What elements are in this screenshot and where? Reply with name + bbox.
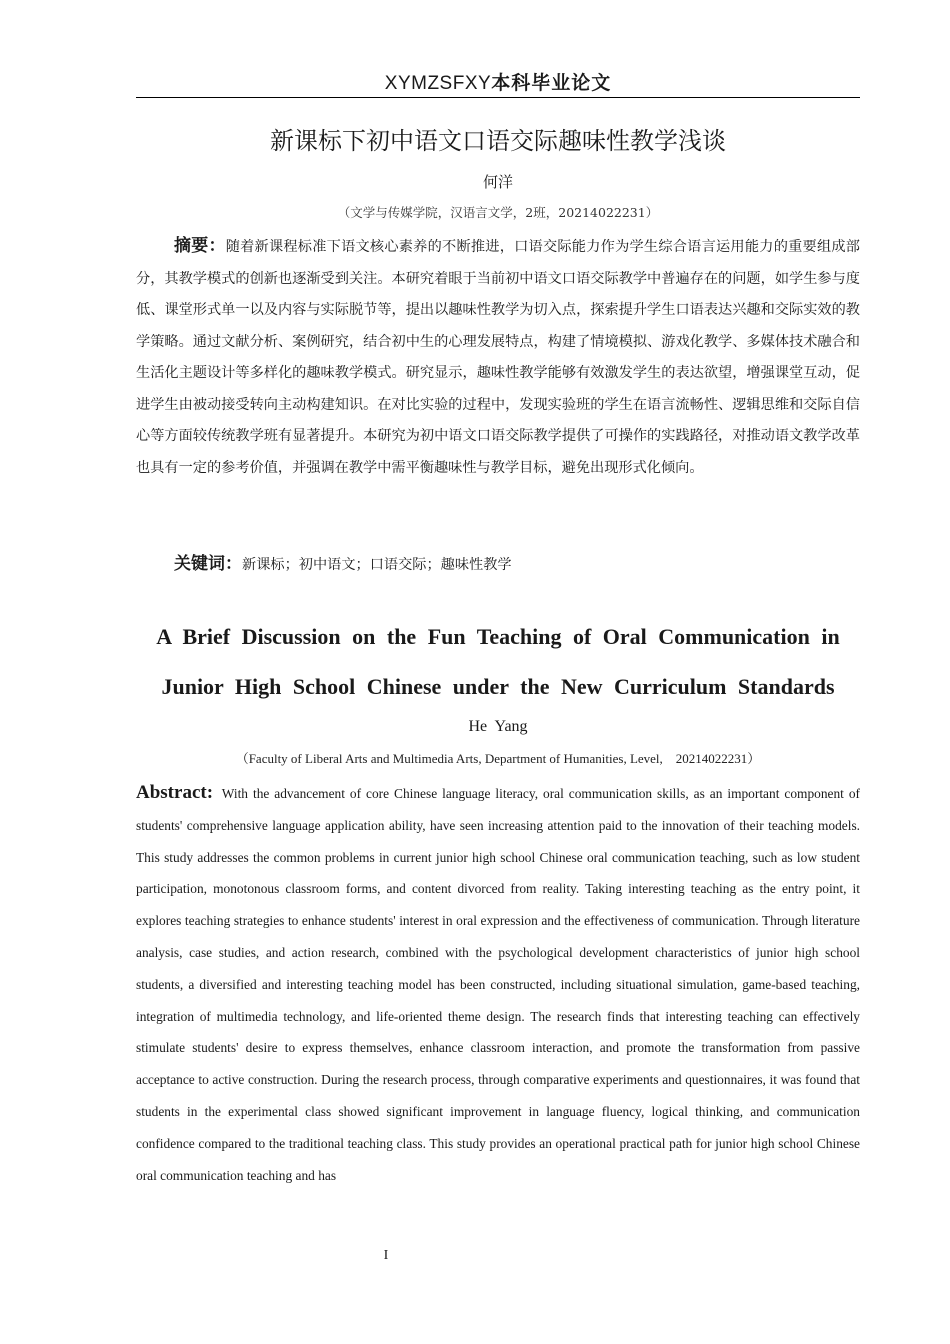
running-header (136, 70, 860, 98)
chinese-abstract (136, 231, 860, 484)
page-number: I (383, 1248, 389, 1263)
chinese-keywords-text: 新课标；初中语文；口语交际；趣味性教学 (242, 557, 512, 573)
chinese-affiliation: （文学与传媒学院，汉语言文学，2班，20214022231） (337, 205, 659, 220)
chinese-keywords (136, 549, 860, 582)
english-author: He Yang (468, 718, 528, 735)
header-label: 本科毕业论文 (491, 72, 612, 94)
english-affiliation: （Faculty of Liberal Arts and Multimedia Arts, Department of Humanities, Level, 20214022231） (235, 751, 761, 766)
chinese-author: 何洋 (482, 173, 513, 191)
chinese-abstract-label: 摘要： (174, 236, 226, 256)
english-abstract (136, 777, 860, 1191)
english-abstract-text: With the advancement of core Chinese language literacy, oral communication skills, as an important component of students' comprehensive language application ability, have seen increasing attention paid to the innovation of their teaching models. This study addresses the common problems in current junior high school Chinese oral communication teaching, such as low student participation, monotonous classroom forms, and content divorced from reality. Taking interesting teaching as the entry point, it explores teaching strategies to enhance students' interest in oral expression and the effectiveness of communication. Through literature analysis, case studies, and action research, combined with the psychological development characteristics of junior high school students, a diversified and interesting teaching model has been constructed, including situational simulation, game-based teaching, integration of multimedia technology, and life-oriented theme design. The research finds that interesting teaching can effectively stimulate students' desire to express themselves, enhance classroom interaction, and promote the transformation from passive acceptance to active construction. During the research process, through comparative experiments and questionnaires, it was found that students in the experimental class showed significant improvement in language fluency, logical thinking, and communication confidence compared to the traditional teaching class. This study provides an operational practical path for junior high school Chinese oral communication teaching and has (136, 786, 861, 1183)
english-abstract-label: Abstract: (136, 782, 214, 803)
english-title (136, 612, 860, 712)
chinese-abstract-text: 随着新课程标准下语文核心素养的不断推进，口语交际能力作为学生综合语言运用能力的重要组成部分，其教学模式的创新也逐渐受到关注。本研究着眼于当前初中语文口语交际教学中普遍存在的问题，如学生参与度低、课堂形式单一以及内容与实际脱节等，提出以趣味性教学为切入点，探索提升学生口语表达兴趣和交际实效的教学策略。通过文献分析、案例研究，结合初中生的心理发展特点，构建了情境模拟、游戏化教学、多媒体技术融合和生活化主题设计等多样化的趣味教学模式。研究显示，趣味性教学能够有效激发学生的表达欲望，增强课堂互动，促进学生由被动接受转向主动构建知识。在对比实验的过程中，发现实验班的学生在语言流畅性、逻辑思维和交际自信心等方面较传统教学班有显著提升。本研究为初中语文口语交际教学提供了可操作的实践路径，对推动语文教学改革也具有一定的参考价值，并强调在教学中需平衡趣味性与教学目标，避免出现形式化倾向。 (136, 239, 860, 476)
english-title-line-2: Junior High School Chinese under the New Curriculum Standards (161, 674, 835, 699)
chinese-keywords-label: 关键词： (174, 554, 242, 574)
header-code: XYMZSFXY (384, 73, 492, 94)
chinese-title: 新课标下初中语文口语交际趣味性教学浅谈 (270, 127, 726, 155)
english-title-line-1: A Brief Discussion on the Fun Teaching of Oral Communication in (156, 624, 840, 649)
